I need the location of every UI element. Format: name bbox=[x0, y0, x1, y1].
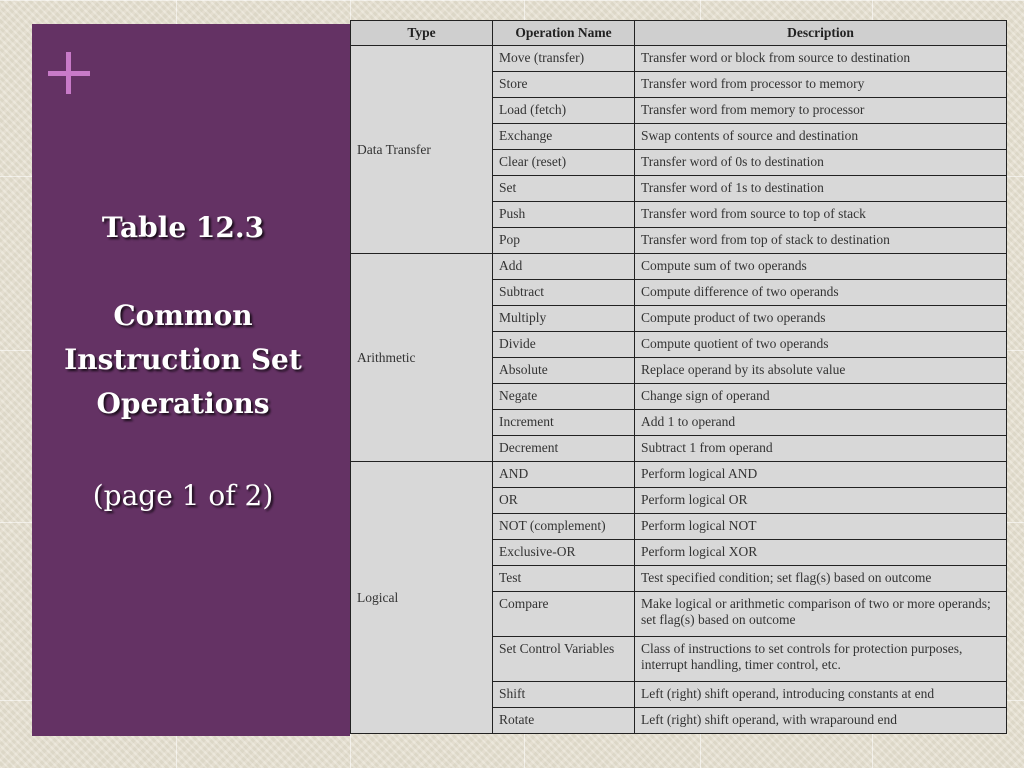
operation-name-cell: Set bbox=[493, 176, 635, 202]
slide-subtitle: (page 1 of 2) bbox=[92, 479, 274, 512]
table-row bbox=[351, 462, 1007, 488]
operation-name-cell: AND bbox=[493, 462, 635, 488]
description-cell: Make logical or arithmetic comparison of two or more operands; set flag(s) based on outcome bbox=[635, 592, 1007, 637]
plus-icon bbox=[46, 50, 92, 96]
operation-name-cell: Negate bbox=[493, 384, 635, 410]
operation-name-cell: Absolute bbox=[493, 358, 635, 384]
operation-name-cell: Set Control Variables bbox=[493, 637, 635, 682]
description-cell: Perform logical XOR bbox=[635, 540, 1007, 566]
title-line: Instruction Set bbox=[64, 343, 302, 376]
description-cell: Compute product of two operands bbox=[635, 306, 1007, 332]
description-cell: Replace operand by its absolute value bbox=[635, 358, 1007, 384]
slide-title bbox=[32, 206, 334, 426]
operation-name-cell: Exclusive-OR bbox=[493, 540, 635, 566]
operation-name-cell: Increment bbox=[493, 410, 635, 436]
operation-name-cell: Clear (reset) bbox=[493, 150, 635, 176]
description-cell: Left (right) shift operand, introducing constants at end bbox=[635, 682, 1007, 708]
operation-name-cell: Divide bbox=[493, 332, 635, 358]
table-body bbox=[351, 46, 1007, 734]
description-cell: Transfer word of 0s to destination bbox=[635, 150, 1007, 176]
description-cell: Left (right) shift operand, with wraparound end bbox=[635, 708, 1007, 734]
description-cell: Perform logical NOT bbox=[635, 514, 1007, 540]
column-header-description: Description bbox=[635, 21, 1007, 46]
description-cell: Test specified condition; set flag(s) based on outcome bbox=[635, 566, 1007, 592]
table-header-row bbox=[351, 21, 1007, 46]
description-cell: Compute difference of two operands bbox=[635, 280, 1007, 306]
column-header-operation-name: Operation Name bbox=[493, 21, 635, 46]
description-cell: Compute quotient of two operands bbox=[635, 332, 1007, 358]
description-cell: Perform logical AND bbox=[635, 462, 1007, 488]
operation-name-cell: Test bbox=[493, 566, 635, 592]
description-cell: Change sign of operand bbox=[635, 384, 1007, 410]
operation-name-cell: Multiply bbox=[493, 306, 635, 332]
operation-name-cell: Add bbox=[493, 254, 635, 280]
type-cell: Logical bbox=[351, 462, 493, 734]
description-cell: Transfer word from memory to processor bbox=[635, 98, 1007, 124]
type-cell: Data Transfer bbox=[351, 46, 493, 254]
operation-name-cell: Subtract bbox=[493, 280, 635, 306]
title-line: Common bbox=[113, 299, 253, 332]
description-cell: Swap contents of source and destination bbox=[635, 124, 1007, 150]
operation-name-cell: Store bbox=[493, 72, 635, 98]
title-line: Operations bbox=[96, 387, 270, 420]
operation-name-cell: Decrement bbox=[493, 436, 635, 462]
table-row bbox=[351, 46, 1007, 72]
description-cell: Perform logical OR bbox=[635, 488, 1007, 514]
operation-name-cell: Pop bbox=[493, 228, 635, 254]
description-cell: Subtract 1 from operand bbox=[635, 436, 1007, 462]
description-cell: Compute sum of two operands bbox=[635, 254, 1007, 280]
type-cell: Arithmetic bbox=[351, 254, 493, 462]
operation-name-cell: Rotate bbox=[493, 708, 635, 734]
tile-seam bbox=[0, 0, 1024, 1]
operation-name-cell: Exchange bbox=[493, 124, 635, 150]
operations-table bbox=[350, 20, 1007, 734]
title-table-number: Table 12.3 bbox=[101, 211, 265, 244]
description-cell: Class of instructions to set controls for protection purposes, interrupt handling, timer control, etc. bbox=[635, 637, 1007, 682]
operation-name-cell: OR bbox=[493, 488, 635, 514]
operation-name-cell: Shift bbox=[493, 682, 635, 708]
operation-name-cell: Move (transfer) bbox=[493, 46, 635, 72]
operation-name-cell: Load (fetch) bbox=[493, 98, 635, 124]
description-cell: Transfer word of 1s to destination bbox=[635, 176, 1007, 202]
description-cell: Transfer word from processor to memory bbox=[635, 72, 1007, 98]
description-cell: Transfer word from source to top of stack bbox=[635, 202, 1007, 228]
description-cell: Transfer word from top of stack to destination bbox=[635, 228, 1007, 254]
description-cell: Add 1 to operand bbox=[635, 410, 1007, 436]
operations-table-container bbox=[350, 20, 1006, 734]
operation-name-cell: NOT (complement) bbox=[493, 514, 635, 540]
operation-name-cell: Compare bbox=[493, 592, 635, 637]
operation-name-cell: Push bbox=[493, 202, 635, 228]
description-cell: Transfer word or block from source to destination bbox=[635, 46, 1007, 72]
table-row bbox=[351, 254, 1007, 280]
column-header-type: Type bbox=[351, 21, 493, 46]
